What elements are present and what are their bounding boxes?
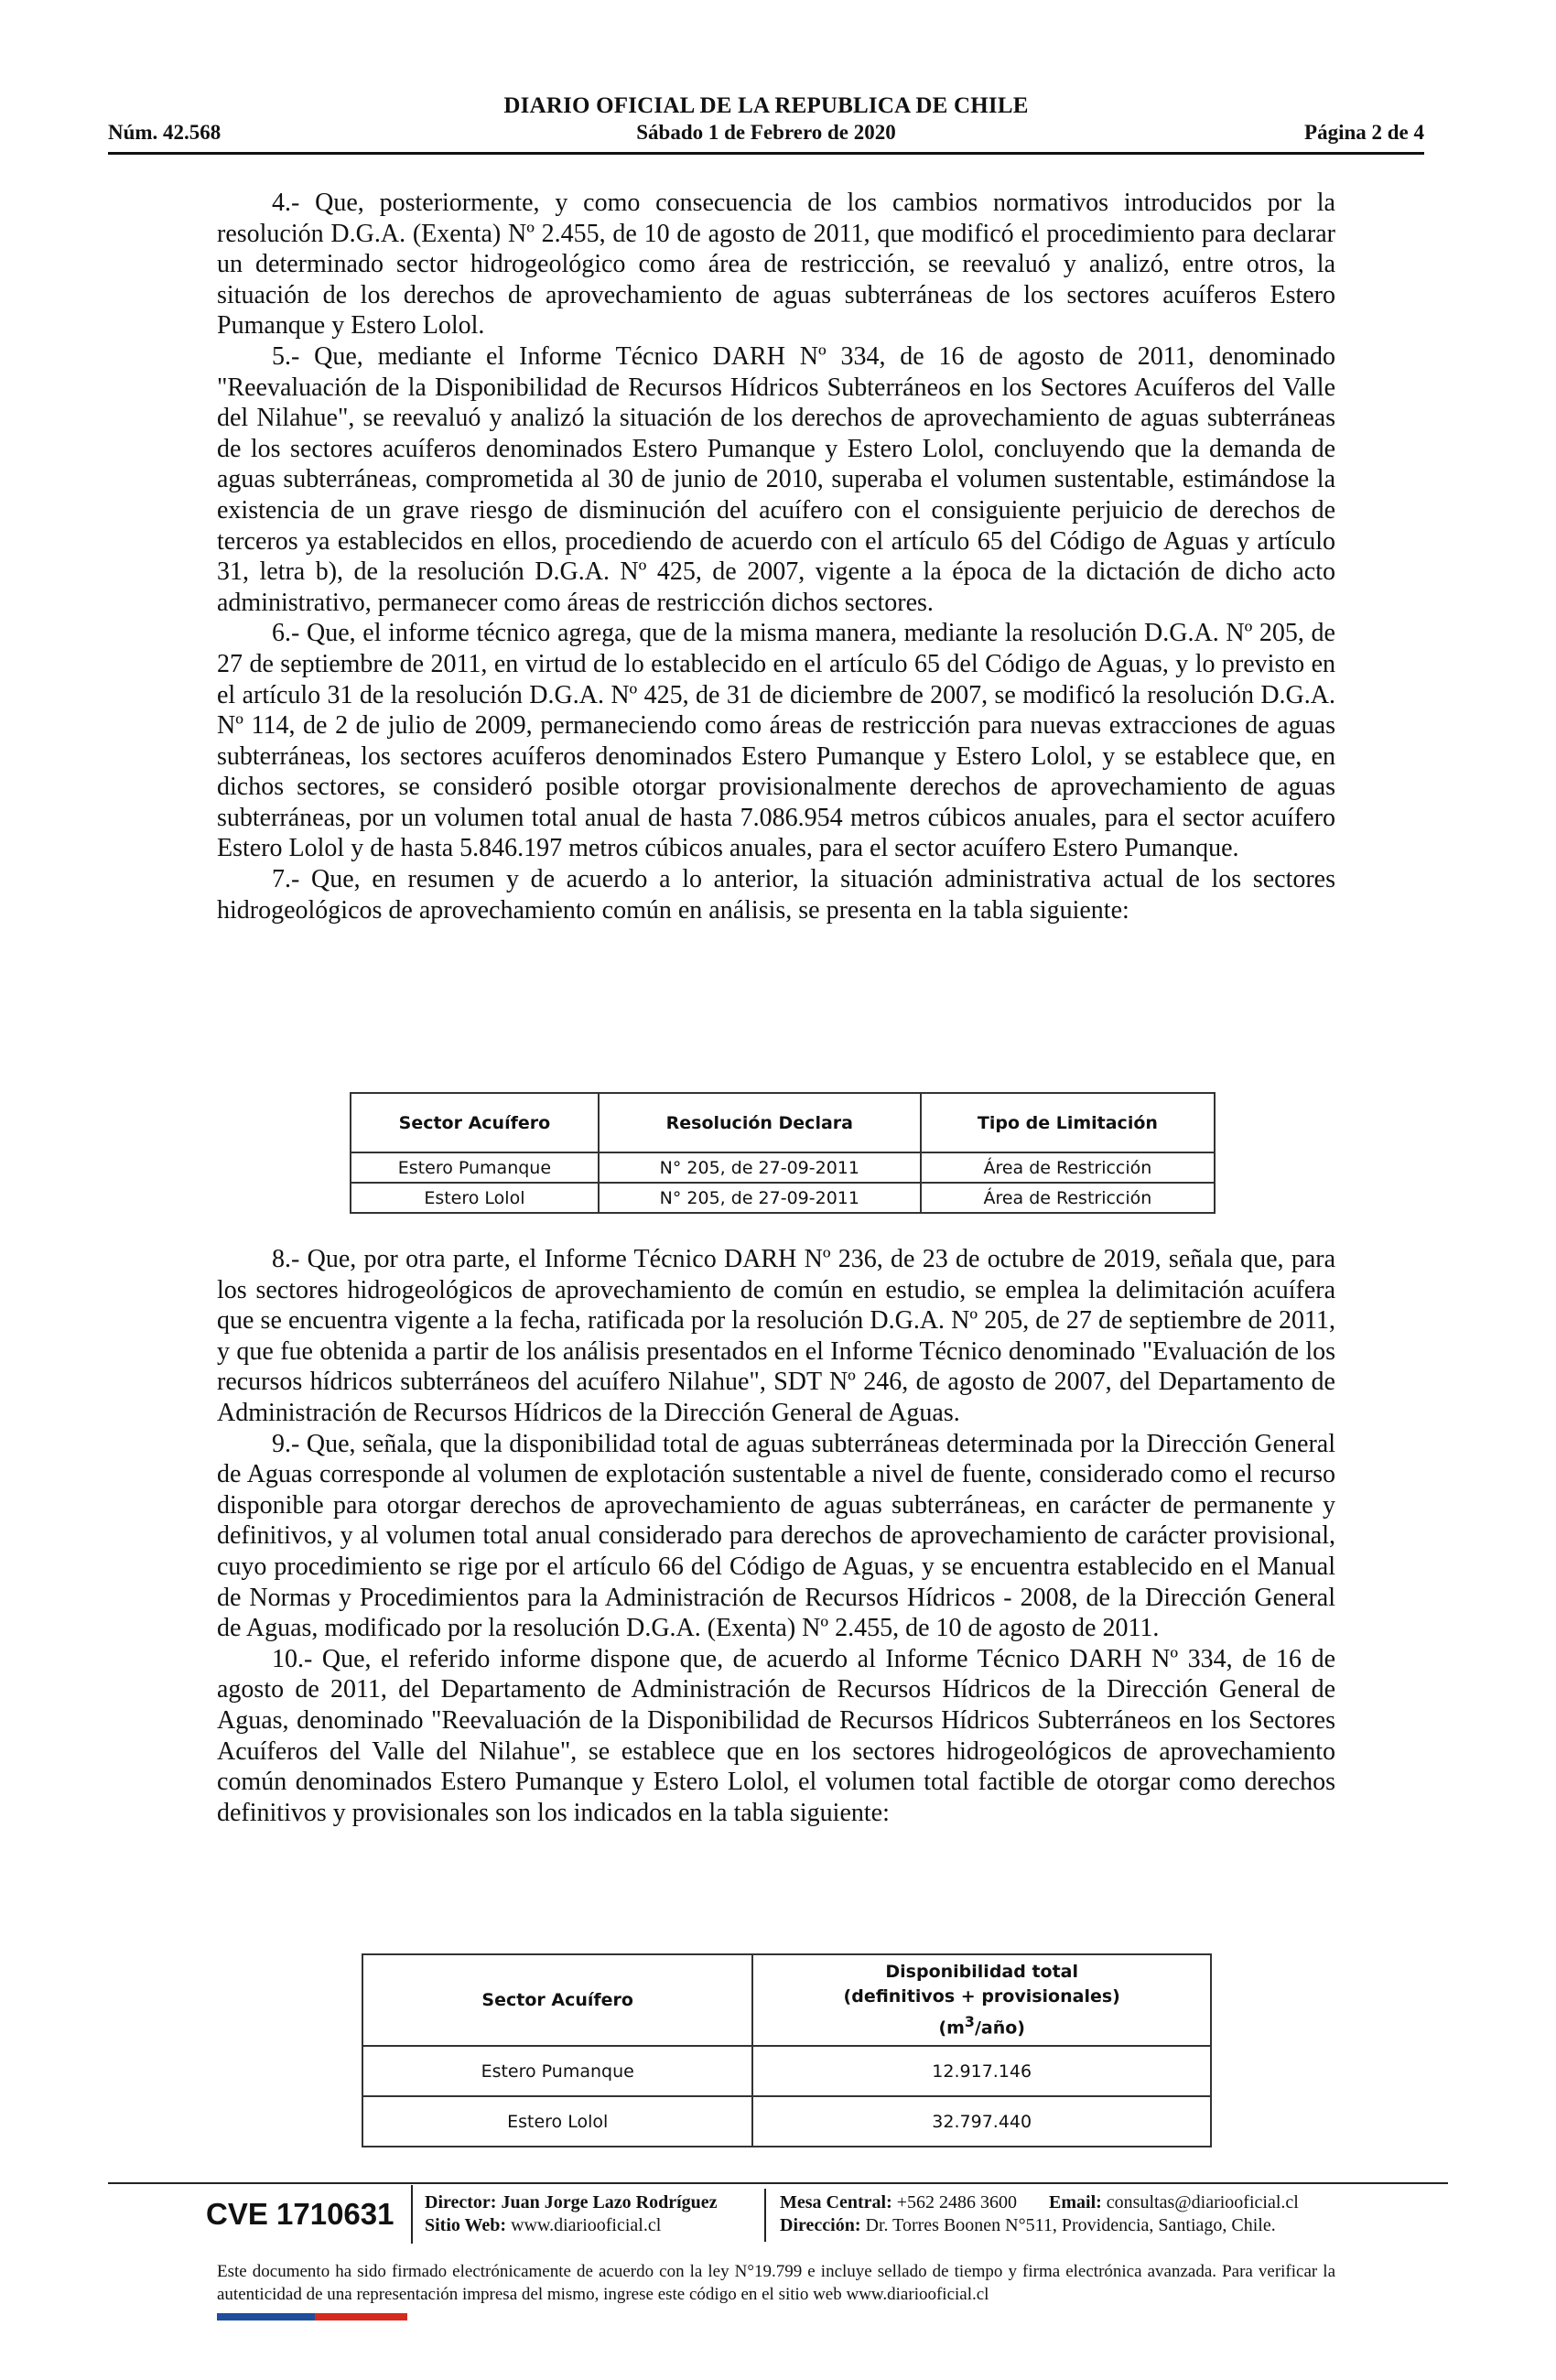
table-cell: N° 205, de 27-09-2011 xyxy=(599,1152,921,1183)
restriction-table xyxy=(350,1092,1216,1214)
availability-table xyxy=(362,1953,1212,2147)
paragraph-9: 9.- Que, señala, que la disponibilidad total de aguas subterráneas determinada por la Dirección General de Aguas corresponde al volumen de explotación sustentable a nivel de fuente, considerado como el recurso disponible para otorgar derechos de aprovechamiento de aguas subterráneas, en carácter de permanente y definitivos, y al volumen total anual considerado para derechos de aprovechamiento de carácter provisional, cuyo procedimiento se rige por el artículo 66 del Código de Aguas, y se encuentra establecido en el Manual de Normas y Procedimientos para la Administración de Recursos Hídricos - 2008, de la Dirección General de Aguas, modificado por la resolución D.G.A. (Exenta) Nº 2.455, de 10 de agosto de 2011. xyxy=(217,1429,1335,1643)
header-unit-exponent: 3 xyxy=(964,2012,975,2030)
footer-director-block xyxy=(425,2191,718,2237)
newspaper-title: DIARIO OFICIAL DE LA REPUBLICA DE CHILE xyxy=(503,93,1029,118)
paragraph-6: 6.- Que, el informe técnico agrega, que de la misma manera, mediante la resolución D.G.A. Nº 205, de 27 de septiembre de 2011, en virtud de lo establecido en el artículo 65 del Código de Aguas, y lo previsto en el artículo 31 de la resolución D.G.A. Nº 425, de 31 de diciembre de 2007, se modificó la resolución D.G.A. Nº 114, de 2 de julio de 2009, permaneciendo como áreas de restricción para nuevas extracciones de aguas subterráneas, los sectores acuíferos denominados Estero Pumanque y Estero Lolol, y se establece que, en dichos sectores, se consideró posible otorgar provisionalmente derechos de aprovechamiento de aguas subterráneas, por un volumen total anual de hasta 7.086.954 metros cúbicos anuales, para el sector acuífero Estero Lolol y de hasta 5.846.197 metros cúbicos anuales, para el sector acuífero Estero Pumanque. xyxy=(217,619,1335,863)
table-row xyxy=(351,1183,1215,1213)
header-line: (definitivos + provisionales) xyxy=(843,1985,1120,2007)
email-link[interactable]: consultas@diariooficial.cl xyxy=(1106,2192,1299,2212)
web-link[interactable]: www.diariooficial.cl xyxy=(511,2215,662,2235)
director-label: Director: xyxy=(425,2192,497,2212)
table-row xyxy=(362,2046,1211,2096)
table-header-cell: Resolución Declara xyxy=(599,1093,921,1152)
table-cell: Estero Pumanque xyxy=(362,2046,752,2096)
web-label: Sitio Web: xyxy=(425,2215,507,2235)
table-cell: N° 205, de 27-09-2011 xyxy=(599,1183,921,1213)
header-unit-rest: /año) xyxy=(974,2018,1025,2039)
flag-bar-blue xyxy=(217,2313,315,2320)
page-header xyxy=(108,92,1424,155)
address-label: Dirección: xyxy=(780,2215,861,2235)
legal-notice: Este documento ha sido firmado electrónicamente de acuerdo con la ley N°19.799 e incluye sellado de tiempo y firma electrónica avanzada. Para verificar la autenticidad de una representación impresa del mismo, ingrese este código en el sitio web www.diariooficial.cl xyxy=(217,2262,1335,2304)
paragraph-8: 8.- Que, por otra parte, el Informe Técnico DARH Nº 236, de 23 de octubre de 2019, señala que, para los sectores hidrogeológicos de aprovechamiento de común en estudio, se emplea la delimitación acuífera que se encuentra vigente a la fecha, ratificada por la resolución D.G.A. Nº 205, de 27 de septiembre de 2011, y que fue obtenida a partir de los análisis presentados en el Informe Técnico denominado "Evaluación de los recursos hídricos subterráneos del acuífero Nilahue", SDT Nº 246, de agosto de 2007, del Departamento de Administración de Recursos Hídricos de la Dirección General de Aguas. xyxy=(217,1245,1335,1427)
header-unit-base: (m xyxy=(938,2018,965,2039)
flag-bar-red xyxy=(315,2313,407,2320)
header-line: Disponibilidad total xyxy=(885,1961,1079,1982)
phone-number: +562 2486 3600 xyxy=(896,2192,1018,2212)
paragraph-5: 5.- Que, mediante el Informe Técnico DARH Nº 334, de 16 de agosto de 2011, denominado "Reevaluación de la Disponibilidad de Recursos Hídricos Subterráneos en los Sectores Acuíferos del Valle del Nilahue", se reevaluó y analizó la situación de los derechos de aprovechamiento de aguas subterráneas de los sectores acuíferos denominados Estero Pumanque y Estero Lolol, concluyendo que la demanda de aguas subterráneas, comprometida al 30 de junio de 2010, superaba el volumen sustentable, estimándose la existencia de un grave riesgo de disminución del acuífero con el consiguiente perjuicio de derechos de terceros ya establecidos en ellos, procediendo de acuerdo con el artículo 65 del Código de Aguas y artículo 31, letra b), de la resolución D.G.A. Nº 425, de 2007, vigente a la época de la dictación de dicho acto administrativo, permanecer como áreas de restricción dichos sectores. xyxy=(217,341,1335,617)
issue-number: Núm. 42.568 xyxy=(108,121,222,144)
footer-separator xyxy=(764,2189,766,2242)
table-cell: Estero Pumanque xyxy=(351,1152,599,1183)
phone-label: Mesa Central: xyxy=(780,2192,892,2212)
body-text-upper xyxy=(217,188,1335,925)
table-cell: Estero Lolol xyxy=(351,1183,599,1213)
table-header-row xyxy=(362,1954,1211,2046)
table-row xyxy=(351,1152,1215,1183)
table-cell: Estero Lolol xyxy=(362,2096,752,2147)
email-label: Email: xyxy=(1049,2192,1102,2212)
page-indicator: Página 2 de 4 xyxy=(1304,121,1424,144)
table-cell: 32.797.440 xyxy=(752,2096,1211,2147)
paragraph-7: 7.- Que, en resumen y de acuerdo a lo anterior, la situación administrativa actual de los sectores hidrogeológicos de aprovechamiento común en análisis, se presenta en la tabla siguiente: xyxy=(217,865,1335,925)
table-cell: Área de Restricción xyxy=(921,1183,1215,1213)
director-name: Juan Jorge Lazo Rodríguez xyxy=(501,2192,718,2212)
table-row xyxy=(362,2096,1211,2147)
paragraph-4: 4.- Que, posteriormente, y como consecuencia de los cambios normativos introducidos por la resolución D.G.A. (Exenta) Nº 2.455, de 10 de agosto de 2011, que modificó el procedimiento para declarar un determinado sector hidrogeológico como área de restricción, se reevaluó y analizó, entre otros, la situación de los derechos de aprovechamiento de aguas subterráneas de los sectores acuíferos Estero Pumanque y Estero Lolol. xyxy=(217,189,1335,341)
cve-code: CVE 1710631 xyxy=(206,2185,413,2244)
issue-date: Sábado 1 de Febrero de 2020 xyxy=(636,121,896,144)
paragraph-10: 10.- Que, el referido informe dispone que, de acuerdo al Informe Técnico DARH Nº 334, de 16 de agosto de 2011, del Departamento de Administración de Recursos Hídricos de la Dirección General de Aguas, denominado "Reevaluación de la Disponibilidad de Recursos Hídricos Subterráneos en los Sectores Acuíferos del Valle del Nilahue", se establece que en los sectores hidrogeológicos de aprovechamiento común denominados Estero Pumanque y Estero Lolol, el volumen total factible de otorgar como derechos definitivos y provisionales son los indicados en la tabla siguiente: xyxy=(217,1644,1335,1827)
table-header-cell: Sector Acuífero xyxy=(351,1093,599,1152)
table-header-cell: Sector Acuífero xyxy=(362,1954,752,2046)
table-header-cell: Tipo de Limitación xyxy=(921,1093,1215,1152)
table-header-row xyxy=(351,1093,1215,1152)
footer-divider xyxy=(108,2182,1448,2184)
table-cell: 12.917.146 xyxy=(752,2046,1211,2096)
footer-contact-block xyxy=(780,2191,1299,2237)
body-text-lower xyxy=(217,1244,1335,1828)
address-text: Dr. Torres Boonen N°511, Providencia, Santiago, Chile. xyxy=(865,2215,1276,2235)
table-cell: Área de Restricción xyxy=(921,1152,1215,1183)
table-header-cell xyxy=(752,1954,1211,2046)
